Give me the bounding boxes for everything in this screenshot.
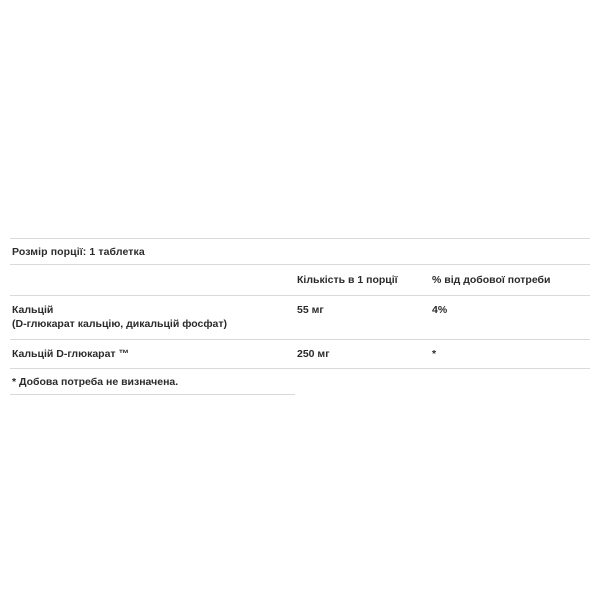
header-cell-name [10,265,295,296]
row-daily-value-cell: * [430,339,590,368]
table-row [10,296,590,339]
table-row [10,339,590,368]
row-amount-cell: 55 мг [295,296,430,339]
row-name-line2: (D-глюкарат кальцію, дикальцій фосфат) [12,318,228,331]
row-name-line1: Кальцій D-глюкарат ™ [12,347,129,360]
row-name-cell [10,296,295,339]
footnote-text: * Добова потреба не визначена. [12,375,179,388]
table-header-row [10,265,590,296]
header-cell-daily-value: % від добової потреби [432,274,551,286]
row-name-line1: Кальцій [12,304,54,317]
supplement-facts-panel [10,238,590,395]
row-amount-cell: 250 мг [295,339,430,368]
serving-size-text: Розмір порції: 1 таблетка [12,246,145,258]
row-name-cell [10,339,295,368]
row-daily-value-cell: 4% [430,296,590,339]
supplement-facts-table [10,265,590,368]
header-cell-amount: Кількість в 1 порції [297,274,398,286]
divider-bottom [10,394,295,395]
